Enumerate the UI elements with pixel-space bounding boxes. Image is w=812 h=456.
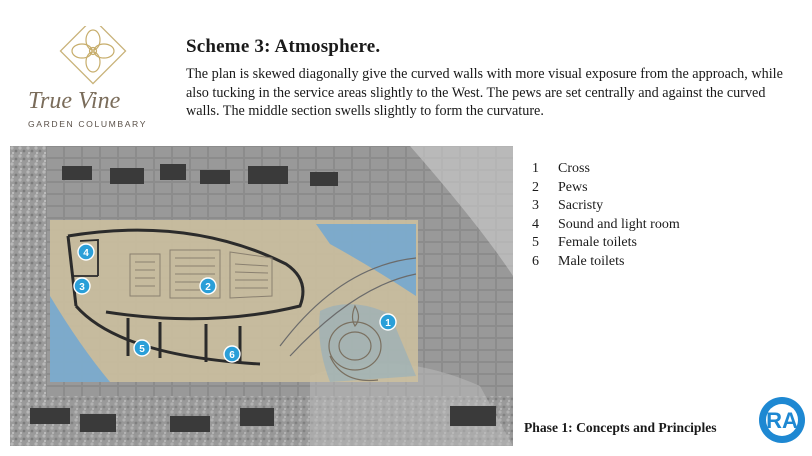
legend-item [532,179,680,198]
true-vine-logo [24,26,152,134]
true-vine-emblem [24,26,152,134]
marker-male-toilets-number: 6 [229,350,235,361]
marker-sacristy[interactable] [74,278,90,294]
legend-number: 6 [532,253,539,269]
legend-item [532,216,680,235]
legend-label: Sacristy [558,198,604,214]
legend-item [532,234,680,253]
marker-sacristy-number: 3 [79,282,85,293]
marker-cross[interactable] [380,314,396,330]
ra-logo [758,396,806,444]
phase-label: Phase 1: Concepts and Principles [524,420,717,435]
logo-script-text: True Vine [28,88,121,114]
legend-label: Cross [558,161,590,176]
marker-female-toilets[interactable] [134,340,150,356]
legend-item [532,253,680,272]
plan-legend [532,160,680,272]
legend-label: Pews [558,179,588,195]
marker-pews[interactable] [200,278,216,294]
legend-number: 3 [532,198,539,214]
marker-cross-number: 1 [385,318,391,329]
legend-label: Sound and light room [558,216,680,232]
marker-sound-light-room[interactable] [78,244,94,260]
legend-label: Male toilets [558,253,625,269]
legend-number: 2 [532,179,539,195]
site-plan [10,146,513,446]
ra-logo-mark [758,396,806,444]
legend-number: 4 [532,216,539,232]
legend-number: 1 [532,161,539,176]
marker-pews-number: 2 [205,282,211,293]
page-title: Scheme 3: Atmosphere. [186,36,381,57]
marker-sound-light-number: 4 [83,248,89,259]
logo-sub-text: GARDEN COLUMBARY [28,119,148,129]
legend-item [532,197,680,216]
legend-label: Female toilets [558,235,637,251]
marker-male-toilets[interactable] [224,346,240,362]
scheme-description: The plan is skewed diagonally give the curved walls with more visual exposure from the approach, while also tucking in the service areas slightly to the West. The pews are set centrally and against the curved walls. The middle section swells slightly to form the curvature. [186,66,783,120]
marker-female-toilets-number: 5 [139,344,145,355]
ra-logo-text: RA [766,408,798,433]
site-plan-drawing [10,146,513,446]
legend-number: 5 [532,235,539,251]
legend-item [532,160,680,179]
